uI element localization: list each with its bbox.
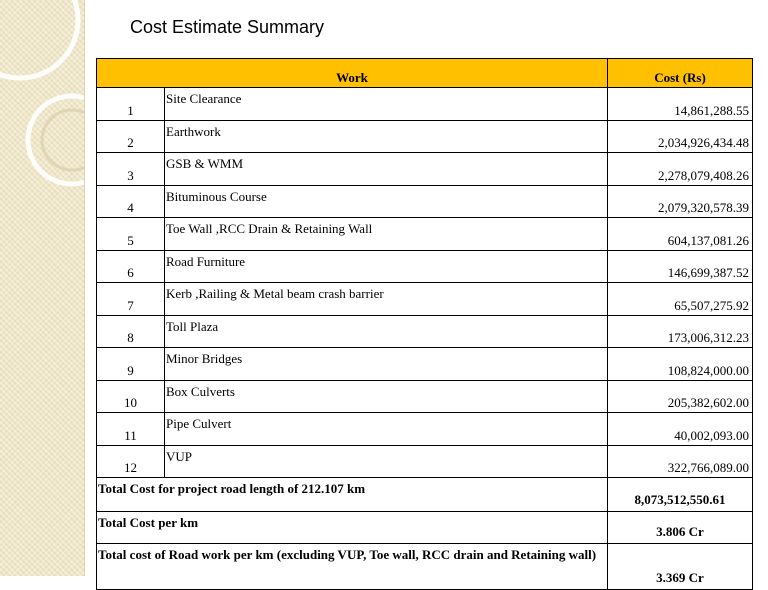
row-cost: 205,382,602.00 — [608, 380, 753, 413]
row-work: Minor Bridges — [165, 348, 608, 381]
row-number: 4 — [97, 185, 165, 218]
table-row — [97, 250, 753, 283]
row-number: 1 — [97, 88, 165, 121]
header-cost: Cost (Rs) — [608, 59, 753, 88]
table-row — [97, 185, 753, 218]
row-number: 6 — [97, 250, 165, 283]
table-row — [97, 88, 753, 121]
total-row — [97, 478, 753, 512]
table-header-row — [97, 59, 753, 88]
total-per-km-row — [97, 512, 753, 544]
row-cost: 108,824,000.00 — [608, 348, 753, 381]
row-work: VUP — [165, 445, 608, 478]
row-cost: 322,766,089.00 — [608, 445, 753, 478]
table-row — [97, 283, 753, 316]
page-title: Cost Estimate Summary — [130, 17, 325, 37]
row-cost: 604,137,081.26 — [608, 218, 753, 251]
row-work: GSB & WMM — [165, 153, 608, 186]
row-work: Toe Wall ,RCC Drain & Retaining Wall — [165, 218, 608, 251]
row-number: 3 — [97, 153, 165, 186]
total-per-km-label: Total Cost per km — [97, 512, 608, 544]
row-cost: 2,278,079,408.26 — [608, 153, 753, 186]
decorative-sidebar — [0, 0, 85, 576]
row-number: 7 — [97, 283, 165, 316]
row-number: 8 — [97, 315, 165, 348]
row-number: 5 — [97, 218, 165, 251]
row-work: Bituminous Course — [165, 185, 608, 218]
table-row — [97, 153, 753, 186]
row-cost: 146,699,387.52 — [608, 250, 753, 283]
row-work: Site Clearance — [165, 88, 608, 121]
row-number: 2 — [97, 120, 165, 153]
header-work: Work — [97, 59, 608, 88]
row-number: 10 — [97, 380, 165, 413]
table-row — [97, 380, 753, 413]
table-row — [97, 445, 753, 478]
row-number: 9 — [97, 348, 165, 381]
row-cost: 14,861,288.55 — [608, 88, 753, 121]
road-work-per-km-label: Total cost of Road work per km (excluding VUP, Toe wall, RCC drain and Retaining wall) — [97, 544, 608, 590]
row-work: Kerb ,Railing & Metal beam crash barrier — [165, 283, 608, 316]
row-number: 11 — [97, 413, 165, 446]
decorative-circles — [0, 0, 84, 576]
road-work-per-km-value: 3.369 Cr — [608, 544, 753, 590]
total-label: Total Cost for project road length of 212.107 km — [97, 478, 608, 512]
row-work: Road Furniture — [165, 250, 608, 283]
table-row — [97, 120, 753, 153]
row-cost: 40,002,093.00 — [608, 413, 753, 446]
cost-estimate-table — [96, 58, 753, 590]
table-row — [97, 413, 753, 446]
road-work-per-km-row — [97, 544, 753, 590]
row-work: Pipe Culvert — [165, 413, 608, 446]
row-number: 12 — [97, 445, 165, 478]
row-cost: 65,507,275.92 — [608, 283, 753, 316]
total-value: 8,073,512,550.61 — [608, 478, 753, 512]
row-work: Box Culverts — [165, 380, 608, 413]
row-cost: 2,079,320,578.39 — [608, 185, 753, 218]
row-work: Toll Plaza — [165, 315, 608, 348]
row-cost: 173,006,312.23 — [608, 315, 753, 348]
table-row — [97, 218, 753, 251]
row-work: Earthwork — [165, 120, 608, 153]
table-row — [97, 348, 753, 381]
table-row — [97, 315, 753, 348]
row-cost: 2,034,926,434.48 — [608, 120, 753, 153]
total-per-km-value: 3.806 Cr — [608, 512, 753, 544]
